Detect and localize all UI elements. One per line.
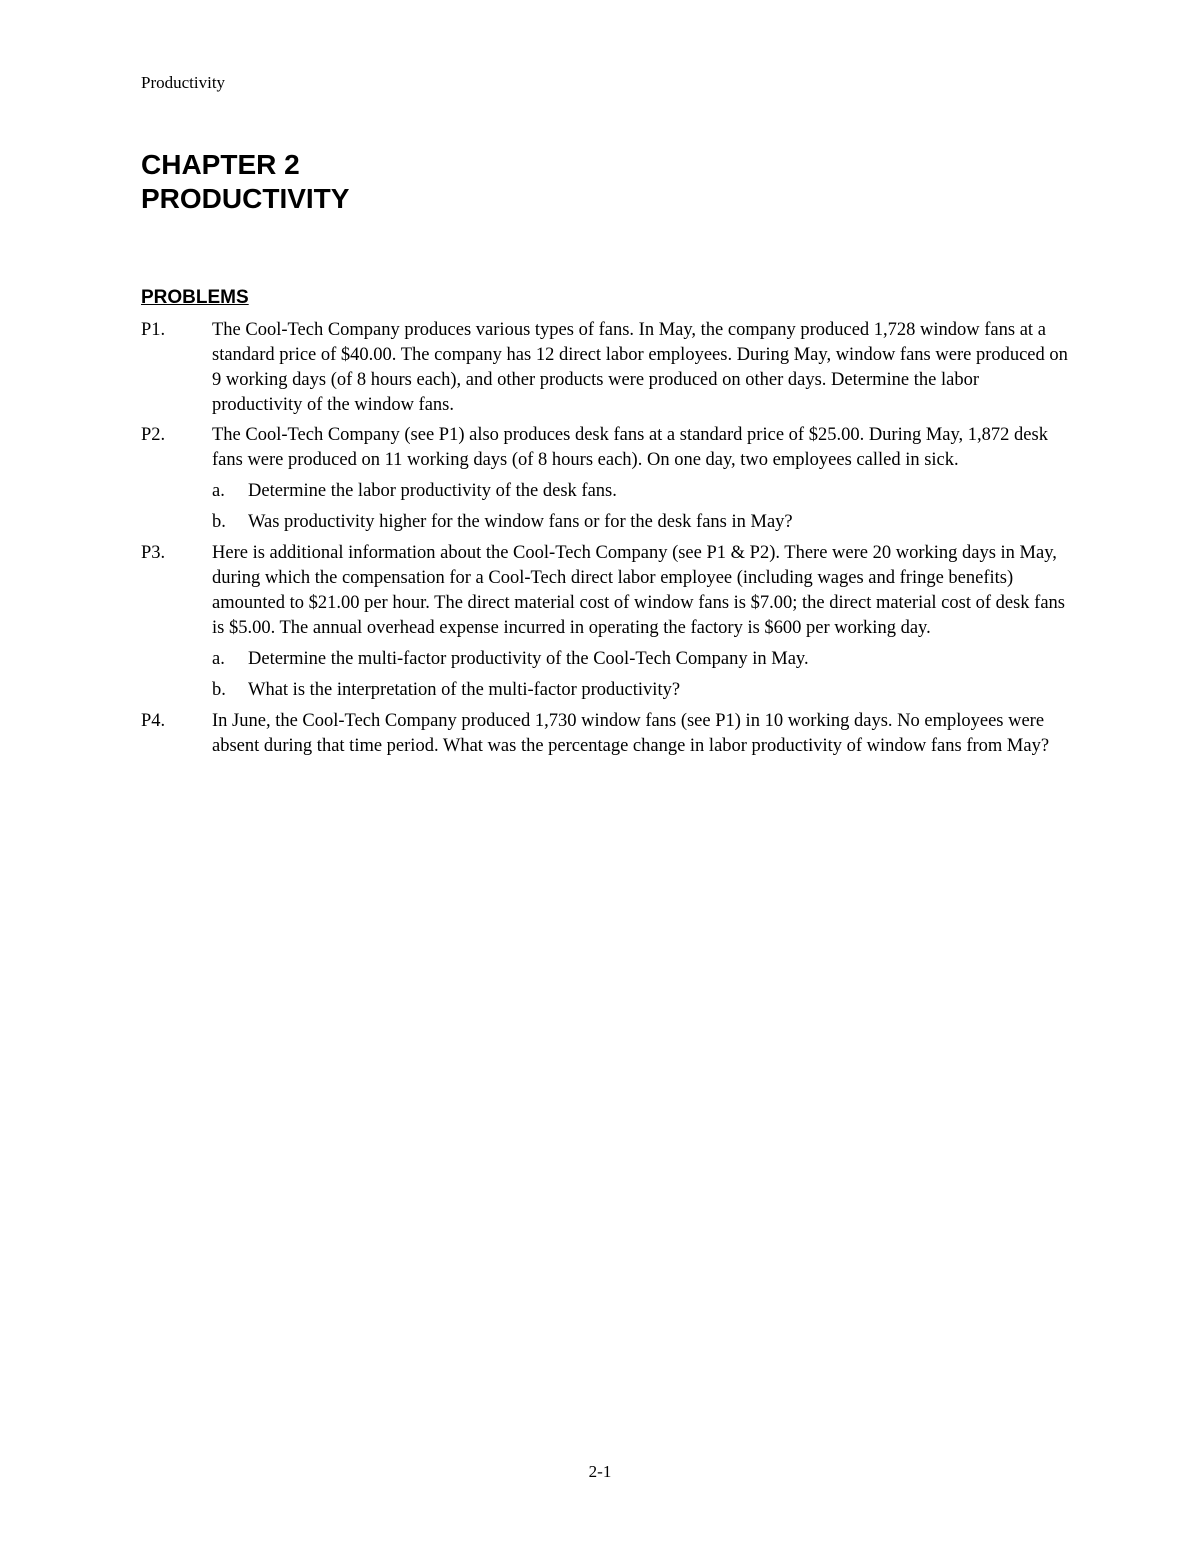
problem-list — [141, 318, 1071, 764]
problem-text: Here is additional information about the Cool-Tech Company (see P1 & P2). There were 20 working days in May, during which the compensation for a Cool-Tech direct labor employee (including wages and fringe benefits) amounted to $21.00 per hour. The direct material cost of window fans is $7.00; the direct material cost of desk fans is $5.00. The annual overhead expense incurred in operating the factory is $600 per working day. — [212, 543, 1066, 638]
subpart-letter: a. — [212, 649, 225, 669]
chapter-number: CHAPTER 2 — [141, 149, 300, 180]
subpart-text: Determine the multi-factor productivity of the Cool-Tech Company in May. — [248, 649, 809, 669]
chapter-title — [141, 148, 349, 216]
running-header: Productivity — [141, 73, 226, 92]
subpart-text: Determine the labor productivity of the desk fans. — [248, 481, 617, 501]
chapter-name: PRODUCTIVITY — [141, 183, 350, 214]
problem-p2 — [141, 423, 1071, 535]
problem-p1 — [141, 318, 1071, 418]
subpart-b — [212, 510, 1071, 535]
problem-text: The Cool-Tech Company produces various types of fans. In May, the company produced 1,728 window fans at a standard price of $40.00. The company has 12 direct labor employees. During May, window fans were produced on 9 working days (of 8 hours each), and other products were produced on other days. Determine the labor productivity of the window fans. — [212, 320, 1068, 415]
subpart-letter: b. — [212, 680, 226, 700]
problem-p3 — [141, 541, 1071, 703]
subpart-b — [212, 678, 1071, 703]
subpart-a — [212, 479, 1071, 504]
subpart-a — [212, 647, 1071, 672]
page-number: 2-1 — [588, 1462, 612, 1481]
subpart-text: Was productivity higher for the window fans or for the desk fans in May? — [248, 512, 793, 532]
problem-subparts — [212, 647, 1071, 703]
problem-p4 — [141, 709, 1071, 759]
subpart-letter: a. — [212, 481, 225, 501]
problem-number: P4. — [141, 711, 166, 731]
subpart-letter: b. — [212, 512, 226, 532]
problem-text: The Cool-Tech Company (see P1) also produces desk fans at a standard price of $25.00. During May, 1,872 desk fans were produced on 11 working days (of 8 hours each). On one day, two employees called in sick. — [212, 425, 1048, 470]
problem-text: In June, the Cool-Tech Company produced 1,730 window fans (see P1) in 10 working days. No employees were absent during that time period. What was the percentage change in labor productivity of window fans from May? — [212, 711, 1050, 756]
problem-number: P1. — [141, 320, 166, 340]
subpart-text: What is the interpretation of the multi-factor productivity? — [248, 680, 681, 700]
problem-subparts — [212, 479, 1071, 535]
section-heading: PROBLEMS — [141, 287, 249, 308]
problem-number: P3. — [141, 543, 166, 563]
problem-number: P2. — [141, 425, 166, 445]
